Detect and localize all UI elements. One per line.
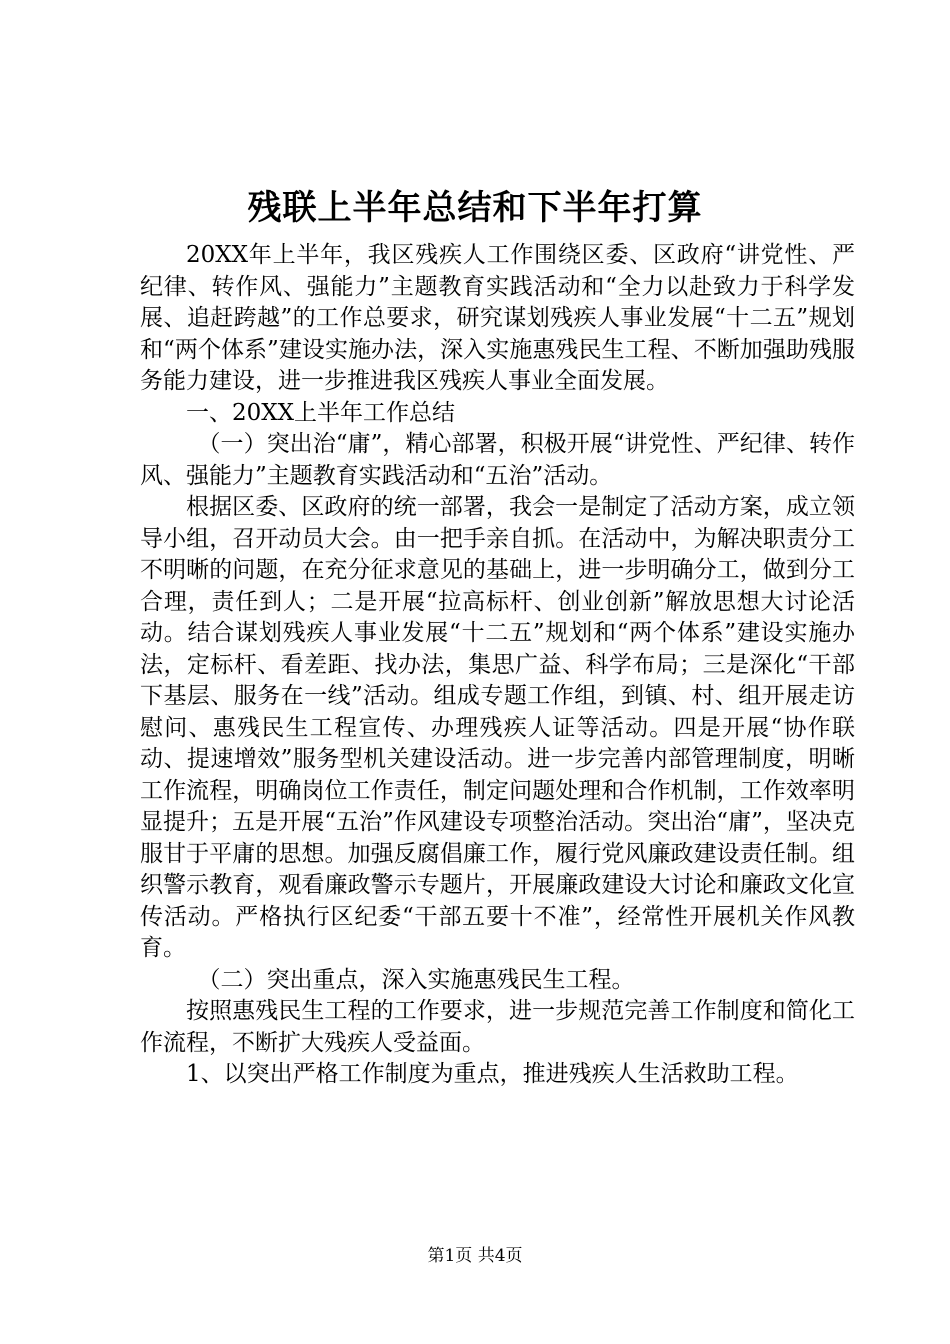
subsection-heading-1: （一）突出治“庸”，精心部署，积极开展“讲党性、严纪律、转作风、强能力”主题教育实践活动和“五治”活动。 <box>140 431 855 489</box>
subsection-heading-2: （二）突出重点，深入实施惠残民生工程。 <box>197 966 635 993</box>
list-item-1: 1、以突出严格工作制度为重点，推进残疾人生活救助工程。 <box>186 1061 799 1087</box>
document-body <box>140 240 855 1091</box>
paragraph-requirements: 按照惠残民生工程的工作要求，进一步规范完善工作制度和简化工作流程，不断扩大残疾人受益面。 <box>140 998 855 1056</box>
paragraph-intro: 20XX年上半年，我区残疾人工作围绕区委、区政府“讲党性、严纪律、转作风、强能力”主题教育实践活动和“全力以赴致力于科学发展、追赶跨越”的工作总要求，研究谋划残疾人事业发展“十二五”规划和“两个体系”建设实施办法，深入实施惠残民生工程、不断加强助残服务能力建设，进一步推进我区残疾人事业全面发展。 <box>140 242 855 394</box>
paragraph-body: 根据区委、区政府的统一部署，我会一是制定了活动方案，成立领导小组，召开动员大会。由一把手亲自抓。在活动中，为解决职责分工不明晰的问题，在充分征求意见的基础上，进一步明确分工，做到分工合理，责任到人；二是开展“拉高标杆、创业创新”解放思想大讨论活动。结合谋划残疾人事业发展“十二五”规划和“两个体系”建设实施办法，定标杆、看差距、找办法，集思广益、科学布局；三是深化“干部下基层、服务在一线”活动。组成专题工作组，到镇、村、组开展走访慰问、惠残民生工程宣传、办理残疾人证等活动。四是开展“协作联动、提速增效”服务型机关建设活动。进一步完善内部管理制度，明晰工作流程，明确岗位工作责任，制定问题处理和合作机制，工作效率明显提升；五是开展“五治”作风建设专项整治活动。突出治“庸”，坚决克服甘于平庸的思想。加强反腐倡廉工作，履行党风廉政建设责任制。组织警示教育，观看廉政警示专题片，开展廉政建设大讨论和廉政文化宣传活动。严格执行区纪委“干部五要十不准”，经常性开展机关作风教育。 <box>140 494 855 961</box>
section-heading: 一、20XX上半年工作总结 <box>186 399 456 426</box>
document-title: 残联上半年总结和下半年打算 <box>247 188 703 228</box>
page-footer: 第1页 共4页 <box>427 1246 523 1266</box>
